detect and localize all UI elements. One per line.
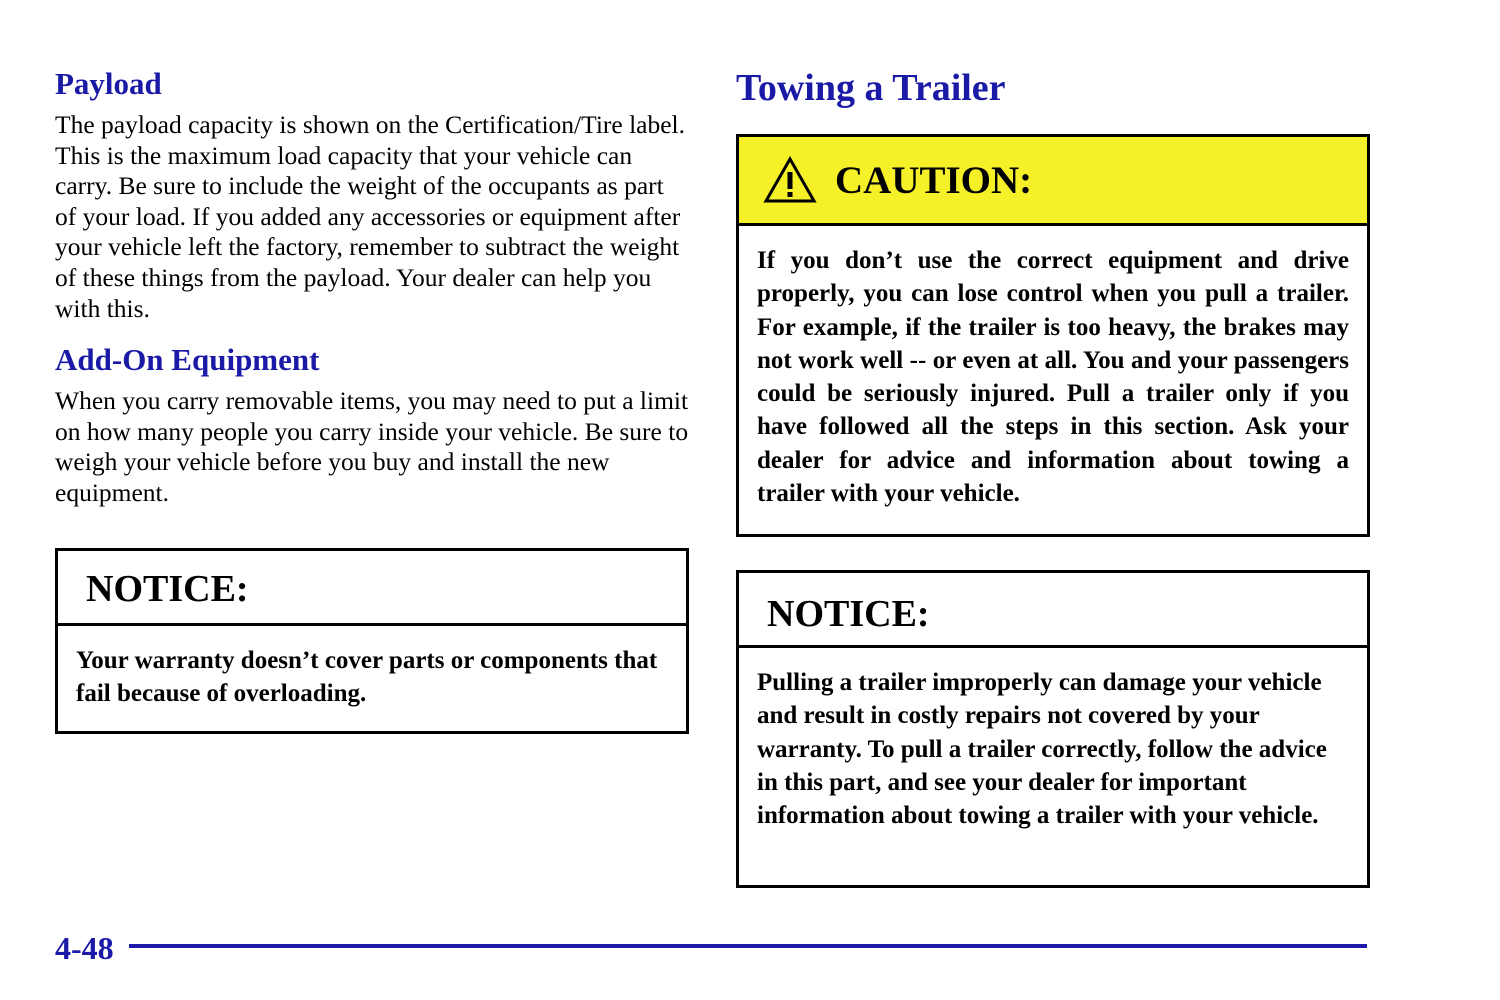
trailer-notice-title: NOTICE: — [739, 573, 1367, 648]
caution-title: CAUTION: — [835, 158, 1033, 202]
trailer-notice-box — [736, 570, 1370, 888]
right-column — [736, 64, 1370, 112]
warranty-notice-text: Your warranty doesn’t cover parts or components that fail because of overloading. — [76, 647, 658, 708]
left-column — [55, 64, 689, 509]
towing-a-trailer-heading: Towing a Trailer — [736, 67, 1006, 109]
caution-header — [739, 137, 1367, 226]
payload-paragraph: The payload capacity is shown on the Certification/Tire label. This is the maximum load capacity that your vehicle can carry. Be sure to include the weight of the occupants as part of your load. If you added any accessories or equipment after your vehicle left the factory, remember to subtract the weight of these things from the payload. Your dealer can help you with this. — [55, 110, 686, 323]
page-footer — [55, 928, 1367, 968]
page-number: 4-48 — [55, 930, 114, 966]
footer-rule — [129, 944, 1367, 948]
warning-triangle-icon — [763, 156, 817, 204]
add-on-equipment-paragraph: When you carry removable items, you may need to put a limit on how many people you carry inside your vehicle. Be sure to weigh your vehicle before you buy and install the new equipment. — [55, 386, 689, 507]
payload-heading: Payload — [55, 66, 162, 101]
towing-caution-box — [736, 134, 1370, 537]
add-on-equipment-heading: Add-On Equipment — [55, 342, 320, 378]
trailer-notice-text: Pulling a trailer improperly can damage your vehicle and result in costly repairs not covered by your warranty. To pull a trailer correctly, follow the advice in this part, and see your dealer for important information about towing a trailer with your vehicle. — [757, 669, 1327, 830]
warranty-notice-title: NOTICE: — [58, 551, 686, 626]
caution-text: If you don’t use the correct equipment and drive properly, you can lose control when you pull a trailer. For example, if the trailer is too heavy, the brakes may not work well -- or even at all. You and your passengers could be seriously injured. Pull a trailer only if you have followed all the steps in this section. Ask your dealer for advice and information about towing a trailer with your vehicle. — [757, 247, 1349, 508]
warranty-notice-box — [55, 548, 689, 734]
